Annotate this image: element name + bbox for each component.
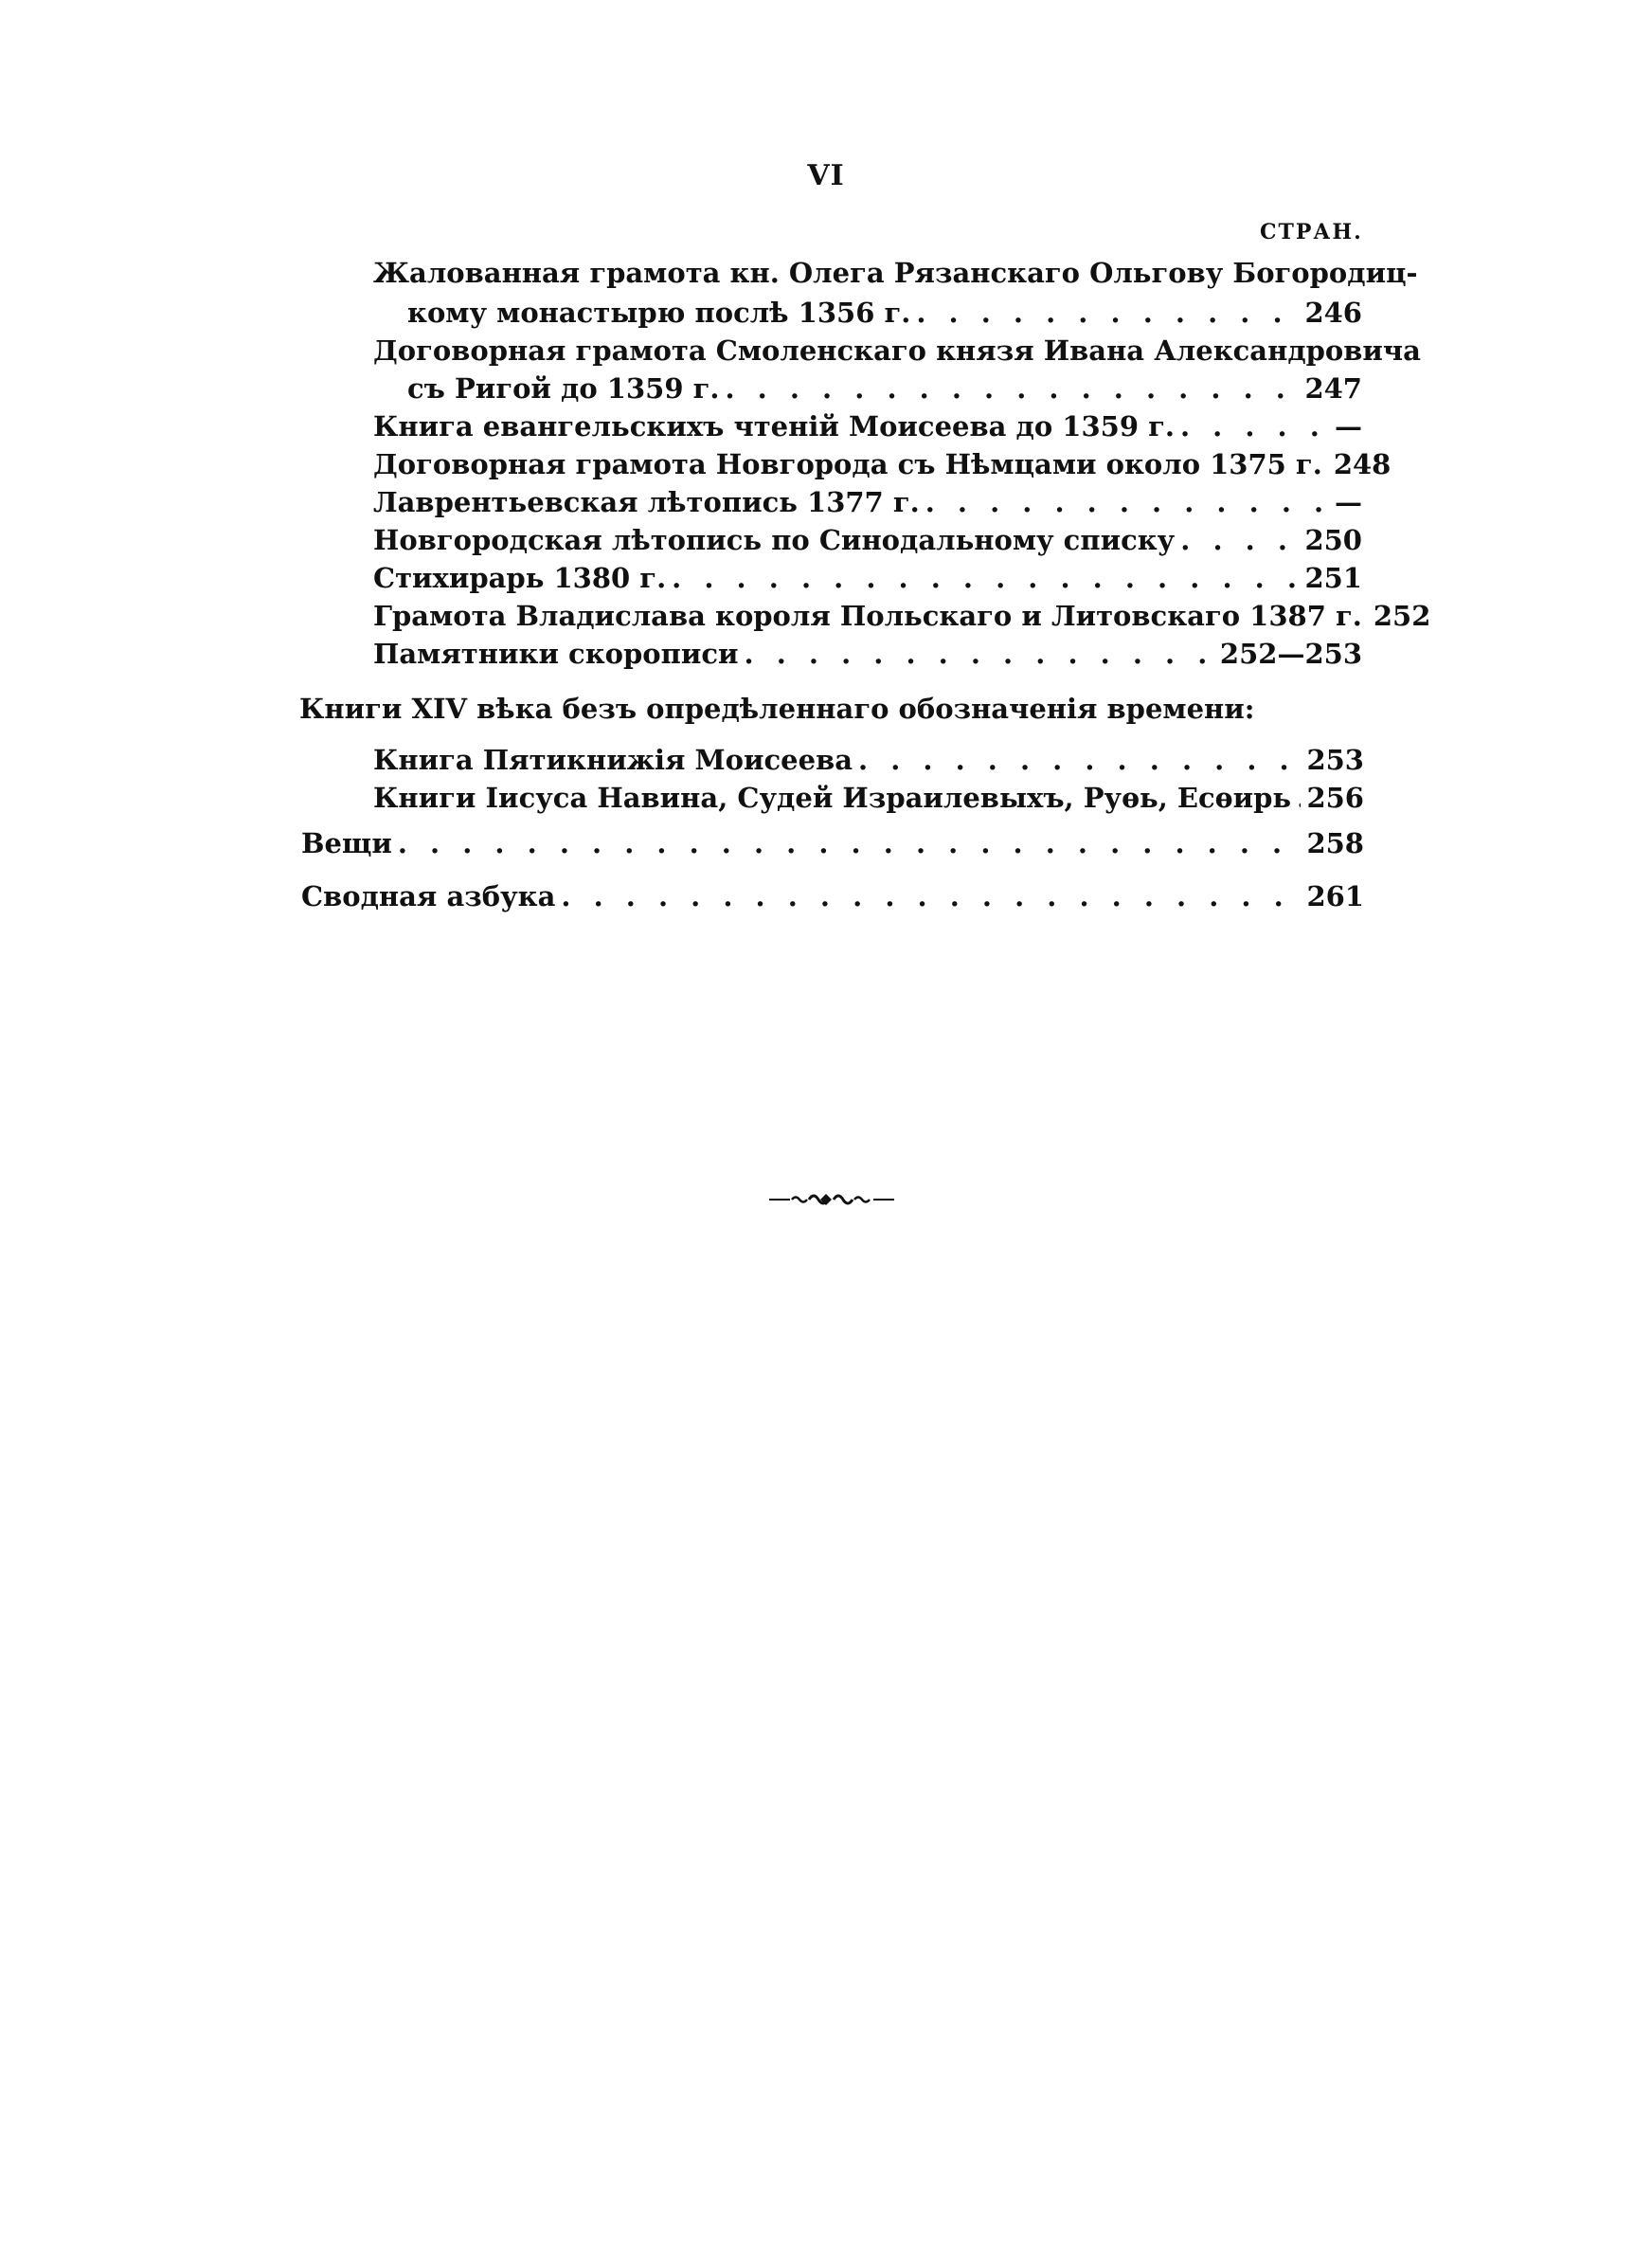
toc-leader-dots [858,741,1301,779]
toc-entry-text: Памятники скорописи [373,638,739,670]
toc-entry-page: 256 [1306,782,1364,814]
toc-entry-text: Книги Іисуса Навина, Судей Израилевыхъ, Руѳь, Есѳирь [373,782,1292,814]
toc-leader-dots [745,635,1214,673]
toc-leader-dots [561,877,1301,915]
toc-entry-page: 247 [1304,372,1362,405]
toc-entry-2-line2 [407,370,1362,407]
toc-entry-text: Вещи [301,827,392,859]
toc-entry-6 [373,521,1362,559]
toc-entry-page: 258 [1306,827,1364,859]
toc-entry-page: 248 [1333,448,1392,480]
toc-entry-text: Новгородская лѣтопись по Синодальному списку [373,524,1176,556]
toc-entry-7 [373,559,1362,597]
decorative-ornament-icon [769,1190,894,1209]
toc-entry-10 [373,741,1364,779]
toc-entry-text: Договорная грамота Новгорода съ Нѣмцами около 1375 г. [373,448,1322,480]
toc-leader-dots [925,483,1329,521]
toc-entry-text: Книга евангельскихъ чтеній Моисеева до 1359 г. [373,410,1175,442]
toc-entry-page: 253 [1306,744,1364,776]
toc-entry-page: 252—253 [1219,638,1362,670]
toc-entry-page: 250 [1304,524,1362,556]
toc-entry-page: 261 [1306,880,1364,912]
toc-entry-9 [373,635,1362,673]
toc-entry-11 [373,779,1364,817]
toc-entry-text: кому монастырю послѣ 1356 г. [407,297,911,329]
toc-entry-8 [373,597,1431,635]
toc-entry-text: Лаврентьевская лѣтопись 1377 г. [373,486,920,518]
toc-entry-text: Стихирарь 1380 г. [373,562,667,594]
toc-leader-dots [672,559,1299,597]
toc-entry-page: 251 [1304,562,1362,594]
toc-leader-dots [1180,521,1299,559]
toc-entry-1-line1: Жалованная грамота кн. Олега Рязанскаго Ольгову Богородиц- [373,257,1418,289]
toc-leader-dots [398,824,1302,862]
toc-entry-text: Сводная азбука [301,880,556,912]
toc-entry-page: 246 [1304,297,1362,329]
toc-entry-text: Грамота Владислава короля Польскаго и Литовскаго 1387 г. [373,600,1362,632]
page-column-label: СТРАН. [1260,220,1363,244]
toc-section-heading: Книги XIV вѣка безъ опредѣленнаго обозначенія времени: [299,693,1255,725]
toc-entry-page: — [1335,410,1362,442]
page-number: VI [807,159,845,192]
toc-entry-text: Книга Пятикнижія Моисеева [373,744,853,776]
toc-leader-dots [1297,779,1301,817]
toc-entry-4 [373,445,1392,483]
toc-entry-page: 252 [1373,600,1431,632]
toc-leader-dots [1180,407,1329,445]
toc-leader-dots [725,370,1299,407]
toc-entry-12 [301,824,1364,862]
toc-entry-page: — [1335,486,1362,518]
toc-entry-13 [301,877,1364,915]
toc-entry-1-line2 [407,294,1362,332]
toc-entry-text: съ Ригой до 1359 г. [407,372,720,405]
toc-entry-3 [373,407,1362,445]
toc-entry-5 [373,483,1362,521]
toc-entry-2-line1: Договорная грамота Смоленскаго князя Ивана Александровича [373,334,1421,367]
toc-leader-dots [916,294,1299,332]
